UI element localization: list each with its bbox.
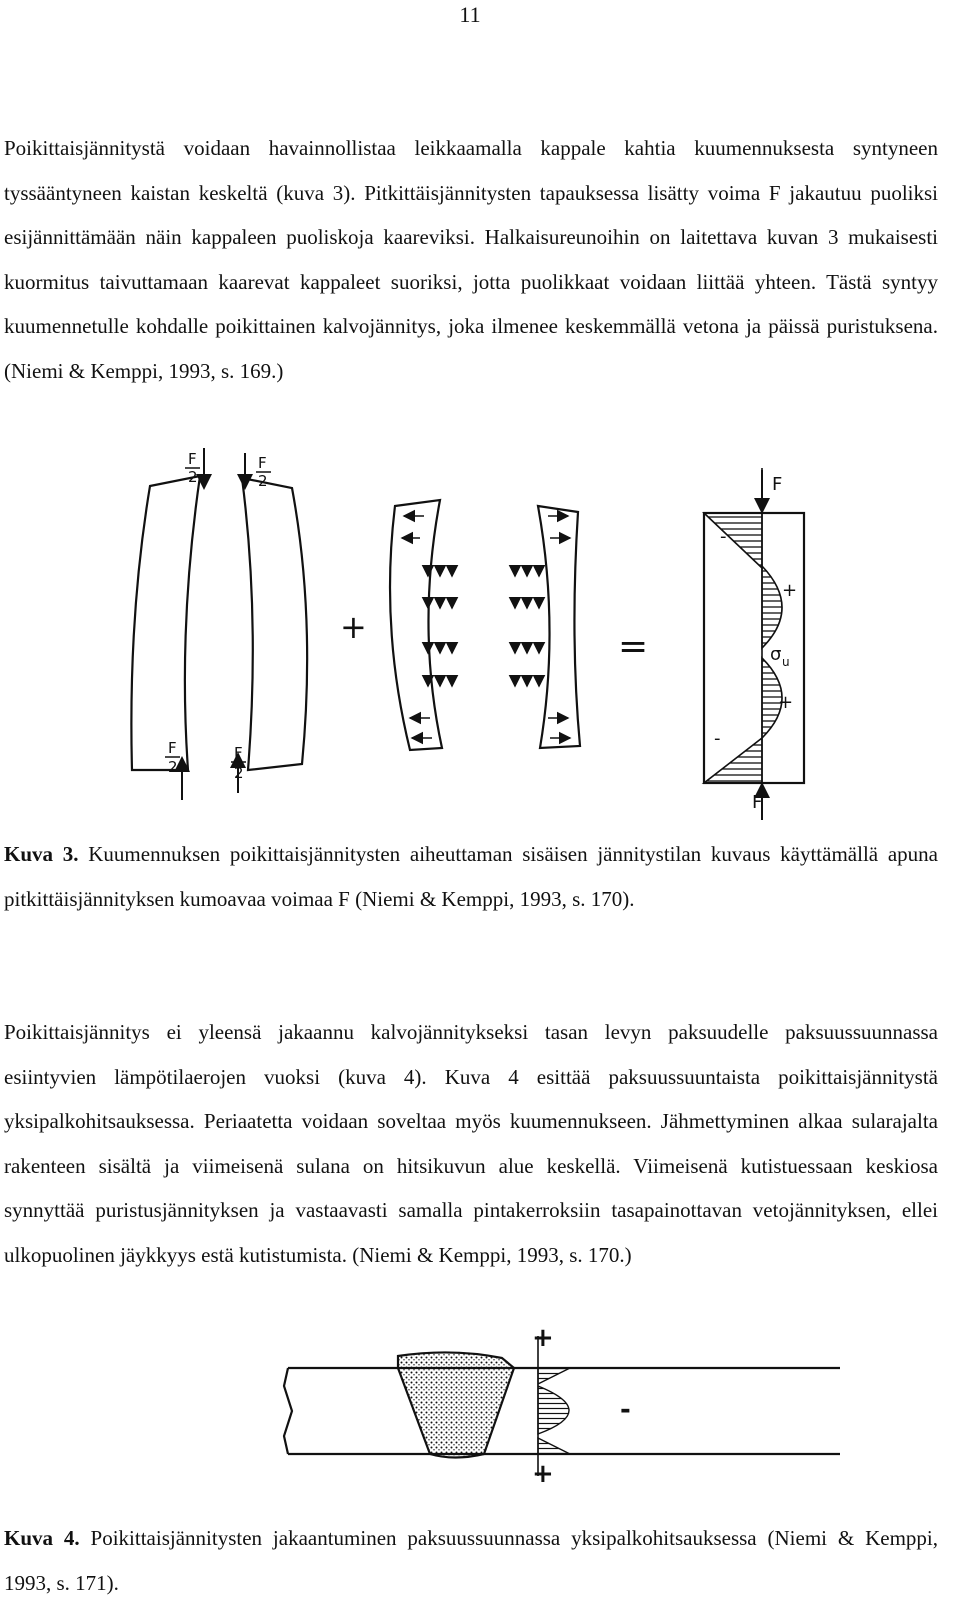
compressive-stress-area xyxy=(538,1386,569,1434)
minus-top: - xyxy=(720,526,727,547)
label-f-half-bottom-right: F xyxy=(234,744,243,762)
figure-4-drawing xyxy=(280,1326,960,1486)
equals-sign: = xyxy=(618,626,649,667)
label-2-bottom-right: 2 xyxy=(234,764,244,782)
half-force-labels xyxy=(165,450,271,782)
weld-bead xyxy=(398,1352,514,1457)
curved-half-right xyxy=(242,478,307,770)
figure-4 xyxy=(280,1326,960,1486)
plus-sign: + xyxy=(340,608,367,646)
page-number: 11 xyxy=(459,2,481,27)
sigma-subscript: u xyxy=(782,655,790,669)
caption-3 xyxy=(4,832,938,921)
label-f-half-top-right: F xyxy=(258,454,267,472)
caption-4 xyxy=(4,1516,938,1605)
caption-4-text: Poikittaisjännitysten jakaantuminen paksuussuunnassa yksipalkohitsauksessa (Niemi & Kemppi, 1993, s. 171). xyxy=(4,1526,938,1595)
force-label-top: F xyxy=(772,474,783,495)
sigma-label: σ xyxy=(770,644,782,665)
label-f-half-top-left: F xyxy=(188,450,197,468)
plus-upper: + xyxy=(782,580,798,601)
force-label-bottom: F xyxy=(752,792,763,813)
paragraph-2: Poikittaisjännitys ei yleensä jakaannu kalvojännitykseksi tasan levyn paksuudelle paksuussuunnassa esiintyvien lämpötilaerojen vuoksi (kuva 4). Kuva 4 esittää paksuussuuntaista poikittaisjännitystä yksipalkohitsauksessa. Periaatetta voidaan soveltaa myös kuumennukseen. Jähmettyminen alkaa sularajalta rakenteen sisältä ja viimeisenä sulana on hitsikuvun alue keskellä. Viimeisenä kutistuessaan keskiosa synnyttää puristusjännityksen ja vastaavasti samalla pintakerroksiin tasapainottavan vetojännityksen, ellei ulkopuolinen jäykkyys estä kutistumista. (Niemi & Kemppi, 1993, s. 170.) xyxy=(4,1020,938,1267)
label-2-top-right: 2 xyxy=(258,472,268,490)
plus-bottom-label: + xyxy=(532,1459,554,1486)
caption-4-label: Kuva 4. xyxy=(4,1526,80,1550)
label-2-bottom-left: 2 xyxy=(168,758,178,776)
minus-label: - xyxy=(620,1395,631,1425)
figure-3 xyxy=(130,448,830,828)
minus-bottom: - xyxy=(714,728,721,749)
plus-top-label: + xyxy=(532,1326,554,1353)
caption-3-text: Kuumennuksen poikittaisjännitysten aiheuttaman sisäisen jännitystilan kuvaus käyttämällä apuna pitkittäisjännityksen kumoavaa voimaa F (Niemi & Kemppi, 1993, s. 170). xyxy=(4,842,938,911)
curved-half-left xyxy=(131,476,200,770)
loaded-half-right xyxy=(538,506,580,748)
combined-plate xyxy=(704,468,804,820)
label-2-top-left: 2 xyxy=(188,468,198,486)
caption-3-label: Kuva 3. xyxy=(4,842,79,866)
label-f-half-bottom-left: F xyxy=(168,739,177,757)
paragraph-1: Poikittaisjännitystä voidaan havainnollistaa leikkaamalla kappale kahtia kuumennuksesta syntyneen tyssääntyneen kaistan keskeltä (kuva 3). Pitkittäisjännitysten tapauksessa lisätty voima F jakautuu puoliksi esijännittämään näin kappaleen puoliskoja kaareviksi. Halkaisureunoihin on laitettava kuvan 3 mukaisesti kuormitus taivuttamaan kaarevat kappaleet suoriksi, jotta puolikkaat voidaan liittää yhteen. Tästä syntyy kuumennetulle kohdalle poikittainen kalvojännitys, joka ilmenee keskemmällä vetona ja päissä puristuksena. (Niemi & Kemppi, 1993, s. 169.) xyxy=(4,136,938,383)
figure-3-drawing xyxy=(130,448,830,828)
plus-lower: + xyxy=(778,692,794,713)
